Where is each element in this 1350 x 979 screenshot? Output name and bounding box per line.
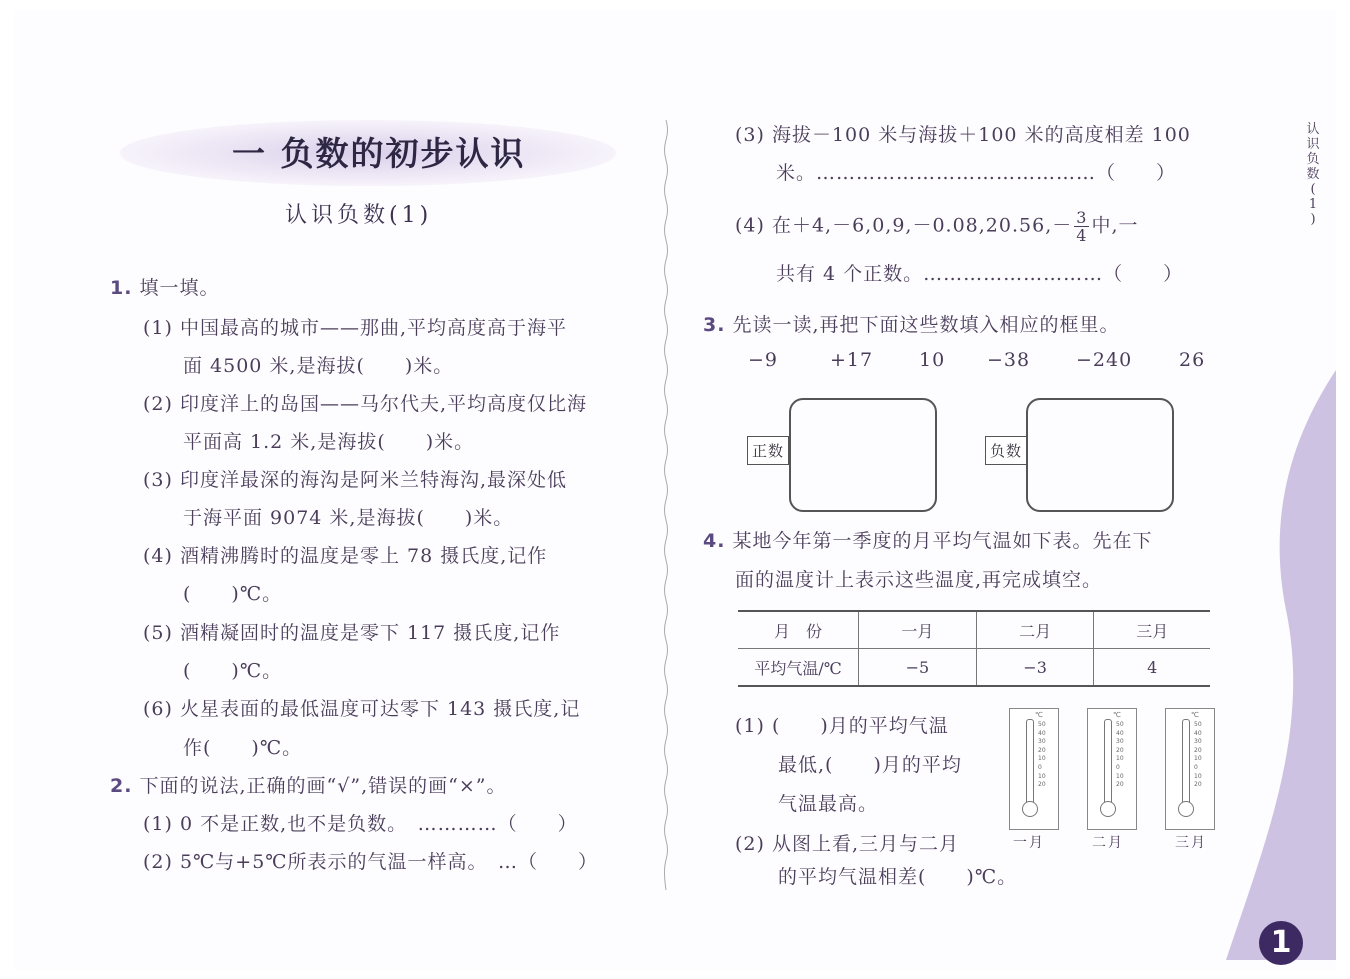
page-title: 一 负数的初步认识 bbox=[232, 134, 526, 173]
table-cell: −5 bbox=[859, 649, 977, 687]
table-header-cell: 月 份 bbox=[738, 611, 859, 649]
thermometer-tube bbox=[1026, 719, 1034, 805]
table-cell: 平均气温/℃ bbox=[738, 649, 859, 687]
side-section-label: 认 识 负 数 ( 1 ) bbox=[1306, 122, 1320, 227]
table-header-cell: 一月 bbox=[859, 611, 977, 649]
positive-numbers-box[interactable] bbox=[789, 398, 937, 512]
q4-heading-line1: 4. 某地今年第一季度的月平均气温如下表。先在下 bbox=[703, 530, 1153, 552]
q1-item4-line1: (4) 酒精沸腾时的温度是零上 78 摄氏度,记作 bbox=[143, 545, 548, 567]
thermometer-scale: 50 40 30 20 10 0 10 20 bbox=[1116, 721, 1124, 789]
page-divider bbox=[663, 120, 669, 890]
q1-item3-line2: 于海平面 9074 米,是海拔( )米。 bbox=[183, 507, 514, 529]
q1-item5-line1: (5) 酒精凝固时的温度是零下 117 摄氏度,记作 bbox=[143, 622, 561, 644]
table-cell: −3 bbox=[976, 649, 1094, 687]
fraction-three-quarters: $\frac{3}{4}$ bbox=[1076, 208, 1088, 245]
q3-number-4: −38 bbox=[987, 349, 1031, 371]
q4-sub2-line2: 的平均气温相差( )℃。 bbox=[778, 866, 1018, 888]
thermometer-scale: 50 40 30 20 10 0 10 20 bbox=[1194, 721, 1202, 789]
q1-item6-line2: 作( )℃。 bbox=[183, 737, 303, 759]
q1-item3-line1: (3) 印度洋最深的海沟是阿米兰特海沟,最深处低 bbox=[143, 469, 567, 491]
q3-number-5: −240 bbox=[1076, 349, 1133, 371]
table-header-cell: 三月 bbox=[1094, 611, 1210, 649]
thermometer-tube bbox=[1104, 719, 1112, 805]
q3-number-3: 10 bbox=[919, 349, 946, 371]
q2-item4-line1: (4) 在＋4,－6,0,9,－0.08,20.56,－ $\frac{3}{4}$ 中,一 bbox=[735, 208, 1139, 245]
q1-item1-line2: 面 4500 米,是海拔( )米。 bbox=[183, 355, 454, 377]
thermometer-february[interactable]: ℃ 50 40 30 20 10 0 10 20 bbox=[1087, 708, 1137, 830]
q2-item3-line2: 米。……………………………………（ ） bbox=[776, 162, 1177, 184]
q4-sub1-line1: (1) ( )月的平均气温 bbox=[735, 715, 949, 737]
thermometer-label-january: 一月 bbox=[1013, 835, 1045, 851]
q2-item4-line2: 共有 4 个正数。………………………（ ） bbox=[776, 263, 1184, 285]
thermometer-bulb bbox=[1178, 801, 1194, 817]
q4-sub1-line3: 气温最高。 bbox=[778, 793, 879, 815]
q3-heading: 3. 先读一读,再把下面这些数填入相应的框里。 bbox=[703, 314, 1120, 336]
temperature-table bbox=[738, 610, 1210, 687]
q2-item2: (2) 5℃与+5℃所表示的气温一样高。 …（ ） bbox=[143, 851, 599, 873]
table-cell: 4 bbox=[1094, 649, 1210, 687]
negative-numbers-box[interactable] bbox=[1026, 398, 1174, 512]
thermometer-scale: 50 40 30 20 10 0 10 20 bbox=[1038, 721, 1046, 789]
q2-heading: 2. 下面的说法,正确的画“√”,错误的画“×”。 bbox=[110, 775, 507, 797]
q1-item4-line2: ( )℃。 bbox=[183, 583, 283, 605]
q2-item1: (1) 0 不是正数,也不是负数。 …………（ ） bbox=[143, 813, 578, 835]
thermometer-tube bbox=[1182, 719, 1190, 805]
q4-sub2-line1: (2) 从图上看,三月与二月 bbox=[735, 833, 959, 855]
positive-box-label: 正数 bbox=[747, 436, 789, 465]
q2-item3-line1: (3) 海拔－100 米与海拔＋100 米的高度相差 100 bbox=[735, 124, 1191, 146]
q3-number-6: 26 bbox=[1179, 349, 1206, 371]
q1-item1-line1: (1) 中国最高的城市——那曲,平均高度高于海平 bbox=[143, 317, 567, 339]
q4-sub1-line2: 最低,( )月的平均 bbox=[778, 754, 962, 776]
table-row bbox=[738, 611, 1210, 649]
q3-number-2: +17 bbox=[830, 349, 874, 371]
q1-item2-line2: 平面高 1.2 米,是海拔( )米。 bbox=[183, 431, 475, 453]
thermometer-march[interactable]: ℃ 50 40 30 20 10 0 10 20 bbox=[1165, 708, 1215, 830]
thermometer-bulb bbox=[1022, 801, 1038, 817]
table-row bbox=[738, 649, 1210, 687]
thermometer-label-march: 三月 bbox=[1175, 835, 1207, 851]
q1-item6-line1: (6) 火星表面的最低温度可达零下 143 摄氏度,记 bbox=[143, 698, 581, 720]
thermometer-january[interactable]: ℃ 50 40 30 20 10 0 10 20 bbox=[1009, 708, 1059, 830]
page-number-badge: 1 bbox=[1259, 921, 1303, 965]
page-subtitle: 认识负数(1) bbox=[285, 203, 433, 228]
q1-item2-line1: (2) 印度洋上的岛国——马尔代夫,平均高度仅比海 bbox=[143, 393, 587, 415]
decorative-wave bbox=[1226, 370, 1336, 960]
q3-number-1: −9 bbox=[748, 349, 779, 371]
table-header-cell: 二月 bbox=[976, 611, 1094, 649]
q4-heading-line2: 面的温度计上表示这些温度,再完成填空。 bbox=[735, 569, 1103, 591]
q1-heading: 1. 填一填。 bbox=[110, 277, 220, 299]
negative-box-label: 负数 bbox=[985, 436, 1027, 465]
thermometer-label-february: 二月 bbox=[1092, 835, 1124, 851]
thermometer-bulb bbox=[1100, 801, 1116, 817]
q1-item5-line2: ( )℃。 bbox=[183, 660, 283, 682]
